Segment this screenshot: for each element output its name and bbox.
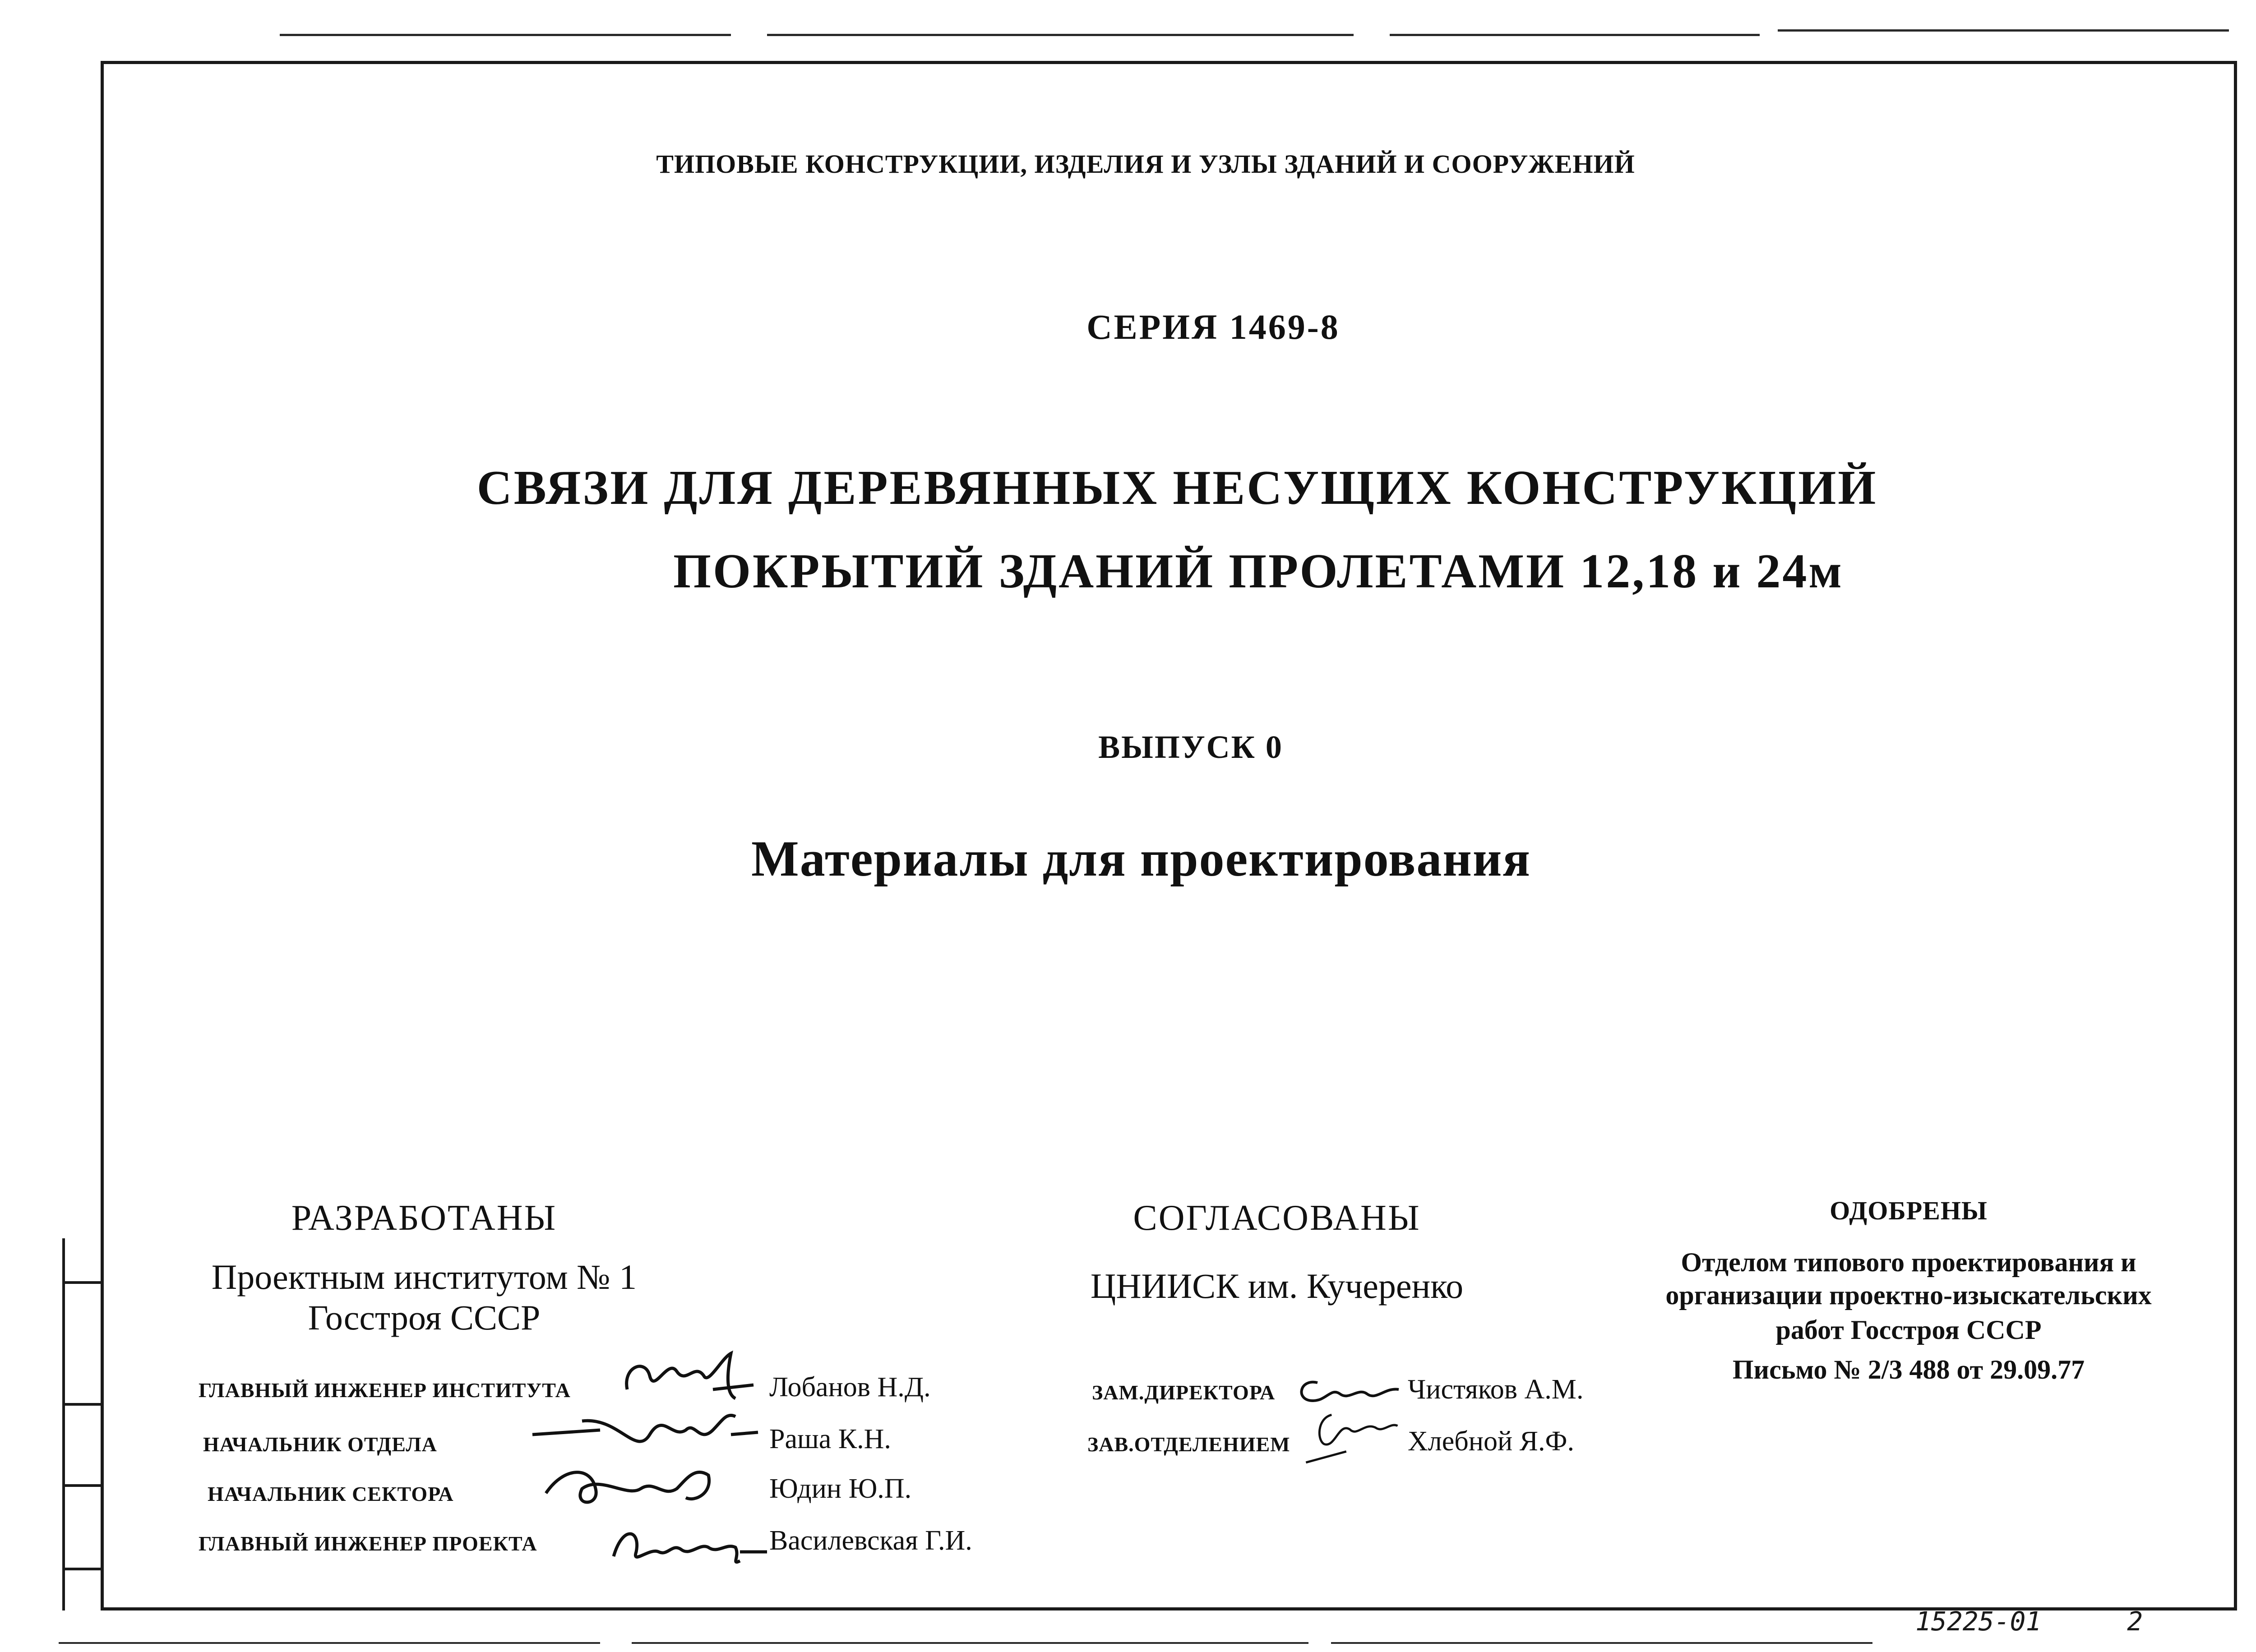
- agreed-org: ЦНИИСК им. Кучеренко: [1090, 1266, 1464, 1306]
- approved-org-line3: работ Госстроя СССР: [1775, 1315, 2042, 1345]
- approved-org-line1: Отделом типового проектирования и: [1681, 1247, 2136, 1277]
- staff-name: Юдин Ю.П.: [769, 1473, 912, 1504]
- signature-image: [528, 1403, 763, 1462]
- developed-heading: РАЗРАБОТАНЫ: [291, 1198, 557, 1238]
- approved-org-line2: организации проектно-изыскательских: [1665, 1280, 2152, 1311]
- developed-block: [176, 1198, 672, 1338]
- binding-margin-tick: [62, 1281, 104, 1284]
- staff-name: Раша К.Н.: [769, 1424, 891, 1454]
- agreed-block: [1051, 1198, 1502, 1306]
- scan-edge-line: [1390, 34, 1760, 36]
- issue-number: ВЫПУСК 0: [1098, 729, 1283, 765]
- scan-edge-line: [1331, 1642, 1872, 1644]
- scan-edge-line: [280, 34, 731, 36]
- staff-role: ГЛАВНЫЙ ИНЖЕНЕР ИНСТИТУТА: [199, 1379, 571, 1402]
- staff-role: ГЛАВНЫЙ ИНЖЕНЕР ПРОЕКТА: [199, 1532, 537, 1555]
- binding-margin-tick: [62, 1484, 104, 1487]
- staff-role: НАЧАЛЬНИК ОТДЕЛА: [203, 1433, 437, 1456]
- document-title-line2: ПОКРЫТИЙ ЗДАНИЙ ПРОЛЕТАМИ 12,18 и 24м: [673, 545, 1844, 598]
- collection-header: ТИПОВЫЕ КОНСТРУКЦИИ, ИЗДЕЛИЯ И УЗЛЫ ЗДАНИЙ И СООРУЖЕНИЙ: [656, 149, 1635, 179]
- agreed-heading: СОГЛАСОВАНЫ: [1133, 1198, 1421, 1238]
- binding-margin-tick: [62, 1568, 104, 1570]
- staff-name: Чистяков А.М.: [1408, 1374, 1584, 1405]
- approved-block: [1638, 1195, 2179, 1386]
- signature-image: [537, 1457, 726, 1516]
- scan-edge-line: [1778, 29, 2229, 32]
- signature-image: [618, 1349, 763, 1407]
- staff-name: Хлебной Я.Ф.: [1408, 1426, 1574, 1457]
- archive-code: 15225-01: [1915, 1606, 2042, 1637]
- sheet-number: 2: [2127, 1606, 2143, 1637]
- archive-stamp: [1915, 1606, 2143, 1637]
- scan-edge-line: [59, 1642, 600, 1644]
- approval-letter: Письмо № 2/3 488 от 29.09.77: [1732, 1354, 2085, 1384]
- document-subject: Материалы для проектирования: [751, 831, 1531, 887]
- scan-edge-line: [632, 1642, 1308, 1644]
- developed-org-line1: Проектным институтом № 1: [211, 1257, 637, 1297]
- staff-role: НАЧАЛЬНИК СЕКТОРА: [208, 1482, 454, 1505]
- series-number: СЕРИЯ 1469-8: [1086, 307, 1340, 346]
- binding-margin-tick: [62, 1403, 104, 1406]
- staff-role: ЗАМ.ДИРЕКТОРА: [1092, 1381, 1276, 1404]
- approved-heading: ОДОБРЕНЫ: [1830, 1196, 1988, 1225]
- binding-margin-line: [62, 1238, 65, 1610]
- staff-name: Василевская Г.И.: [769, 1525, 972, 1556]
- developed-org-line2: Госстроя СССР: [308, 1297, 541, 1337]
- staff-role: ЗАВ.ОТДЕЛЕНИЕМ: [1087, 1433, 1290, 1456]
- scan-edge-line: [767, 34, 1354, 36]
- signature-image: [1290, 1407, 1417, 1466]
- document-title-line1: СВЯЗИ ДЛЯ ДЕРЕВЯННЫХ НЕСУЩИХ КОНСТРУКЦИЙ: [476, 461, 1878, 515]
- signature-image: [605, 1516, 772, 1574]
- staff-name: Лобанов Н.Д.: [769, 1372, 931, 1403]
